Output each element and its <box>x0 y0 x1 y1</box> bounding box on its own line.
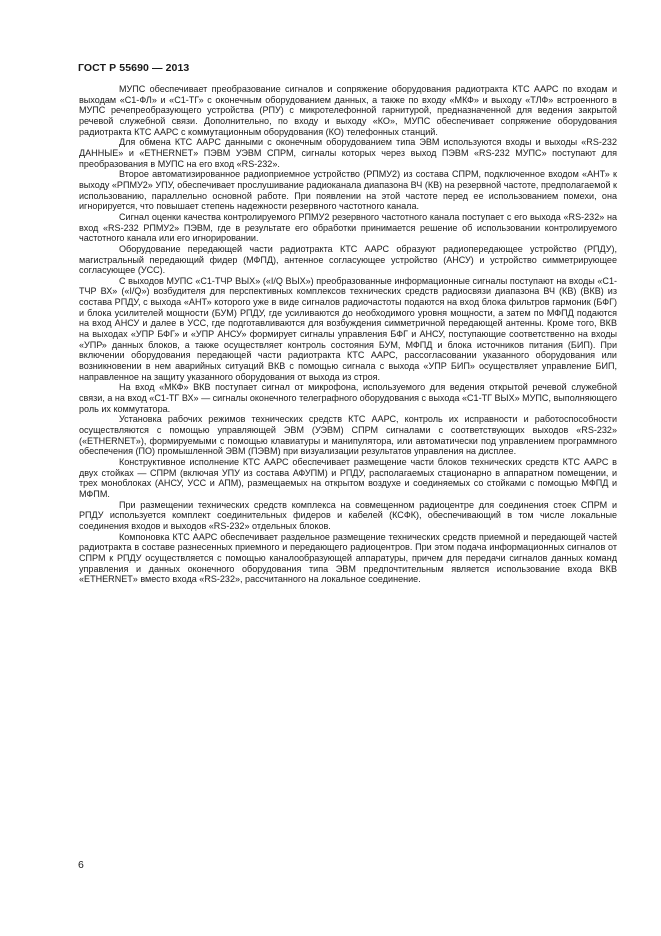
paragraph-mups: МУПС обеспечивает преобразование сигналов и сопряжение оборудования радиотракта КТС ААРС по входам и выходам «С1-ФЛ» и «С1-ТГ» с оконечным оборудованием данных, а также по входу «МКФ» и выходу «ТЛФ» встроенного в МУПС речепреобразующего устройства (РПУ) с микротелефонной гарнитурой, предназначенной для ведения закрытой речевой служебной связи. Дополнительно, по входу и выходу «КО», МУПС обеспечивает сопряжение оборудования радиотракта КТС ААРС с коммутационным оборудования (КО) телефонных станций. <box>79 84 617 137</box>
paragraph-data-exchange: Для обмена КТС ААРС данными с оконечным оборудованием типа ЭВМ используются входы и выходы «RS-232 ДАННЫЕ» и «ETHERNET» ПЭВМ УЭВМ СПРМ, сигналы которых через выход ПЭВМ «RS-232 МУПС» поступают для преобразования в МУПС на его вход «RS-232». <box>79 137 617 169</box>
paragraph-colocated-center: При размещении технических средств комплекса на совмещенном радиоцентре для соединения стоек СПРМ и РПДУ используется комплект соединительных фидеров и кабелей (КСФК), обеспечивающий в том числе локальные соединения входов и выходов «RS-232» отдельных блоков. <box>79 499 617 531</box>
document-body <box>79 84 617 585</box>
document-header: ГОСТ Р 55690 — 2013 <box>78 62 190 74</box>
page-number: 6 <box>78 859 84 871</box>
paragraph-operating-modes: Установка рабочих режимов технических средств КТС ААРС, контроль их исправности и работоспособности осуществляются с помощью управляющей ЭВМ (УЭВМ) СПРМ сигналами с соответствующих выходов «RS-232» («ETHERNET»), формируемыми с помощью клавиатуры и манипулятора, или автоматически под управлением программного обеспечения (ПО) промышленной ЭВМ (ПЭВМ) при визуализации результатов управления на дисплее. <box>79 414 617 457</box>
paragraph-separate-placement: Компоновка КТС ААРС обеспечивает раздельное размещение технических средств приемной и передающей частей радиотракта в составе разнесенных приемного и передающего радиоцентров. При этом подача информационных сигналов от СПРМ к РПДУ осуществляется с помощью каналообразующей аппаратуры, причем для передачи сигналов данных команд управления и данных оконечного оборудования типа ЭВМ предпочтительным является использование входа ВКВ «ETHERNET» вместо входа «RS-232», рассчитанного на локальное соединение. <box>79 531 617 585</box>
paragraph-rpmu2: Второе автоматизированное радиоприемное устройство (РПМУ2) из состава СПРМ, подключенное входом «АНТ» к выходу «РПМУ2» УПУ, обеспечивает прослушивание радиоканала диапазона ВЧ (КВ) на резервной частоте, предполагаемой к использованию, параллельно основной работе. При появлении на этой частоте перед ее использованием помехи, она игнорируется, что повышает степень надежности резервного частотного канала. <box>79 169 617 212</box>
paragraph-transmit-equipment: Оборудование передающей части радиотракта КТС ААРС образуют радиопередающее устройство (РПДУ), магистральный передающий фидер (МФПД), антенное согласующее устройство (АНСУ) и устройство симметрирующее согласующее (УСС). <box>79 243 617 276</box>
paragraph-signal-quality: Сигнал оценки качества контролируемого РПМУ2 резервного частотного канала поступает с его выхода «RS-232» на вход «RS-232 РПМУ2» ПЭВМ, где в результате его обработки принимается решение об использовании контролируемого частотного канала или его игнорировании. <box>79 211 617 244</box>
paragraph-construction: Конструктивное исполнение КТС ААРС обеспечивает размещение части блоков технических средств КТС ААРС в двух стойках — СПРМ (включая УПУ из состава АФУПМ) и РПДУ, располагаемых стационарно в аппаратном помещении, и трех моноблоках (АНСУ, УСС и АПМ), размещаемых на открытом воздухе и соединяемых со стойками с помощью МФПД и МФПМ. <box>79 456 617 499</box>
paragraph-mups-outputs: С выходов МУПС «С1-ТЧР ВЫХ» («I/Q ВЫХ») преобразованные информационные сигналы поступают на входы «С1-ТЧР ВХ» («I/Q») возбудителя для перспективных комплексов технических средств радиосвязи диапазона ВЧ (КВ) (ВКВ) из состава РПДУ, с выхода «АНТ» которого уже в виде сигналов радиочастоты подаются на вход блока фильтров гармоник (БФГ) и блока усилителей мощности (БУМ) РПДУ, где усиливаются до необходимого уровня мощности, а затем по МФПД подаются на вход АНСУ и далее в УСС, где подготавливаются для возбуждения симметричной передающей антенны. Кроме того, ВКВ на выходах «УПР БФГ» и «УПР АНСУ» формирует сигналы управления БФГ и АНСУ, поступающие соответственно на входы «УПР» данных блоков, а также осуществляет контроль состояния БУМ, МФПД и блока источников питания (БИП). При включении оборудования передающей части радиотракта КТС ААРС, рассогласовании указанного оборудования или возникновении в нем аварийных ситуаций ВКВ с помощью сигнала с выхода «УПР БИП» осуществляет управление БИП, направленное на защиту указанного оборудования от выхода из строя. <box>79 275 617 382</box>
paragraph-microphone-input: На вход «МКФ» ВКВ поступает сигнал от микрофона, используемого для ведения открытой речевой служебной связи, а на вход «С1-ТГ ВХ» — сигналы оконечного телеграфного оборудования с выхода «С1-ТГ ВЫХ» МУПС, выполняющего роль их коммутатора. <box>79 382 617 414</box>
